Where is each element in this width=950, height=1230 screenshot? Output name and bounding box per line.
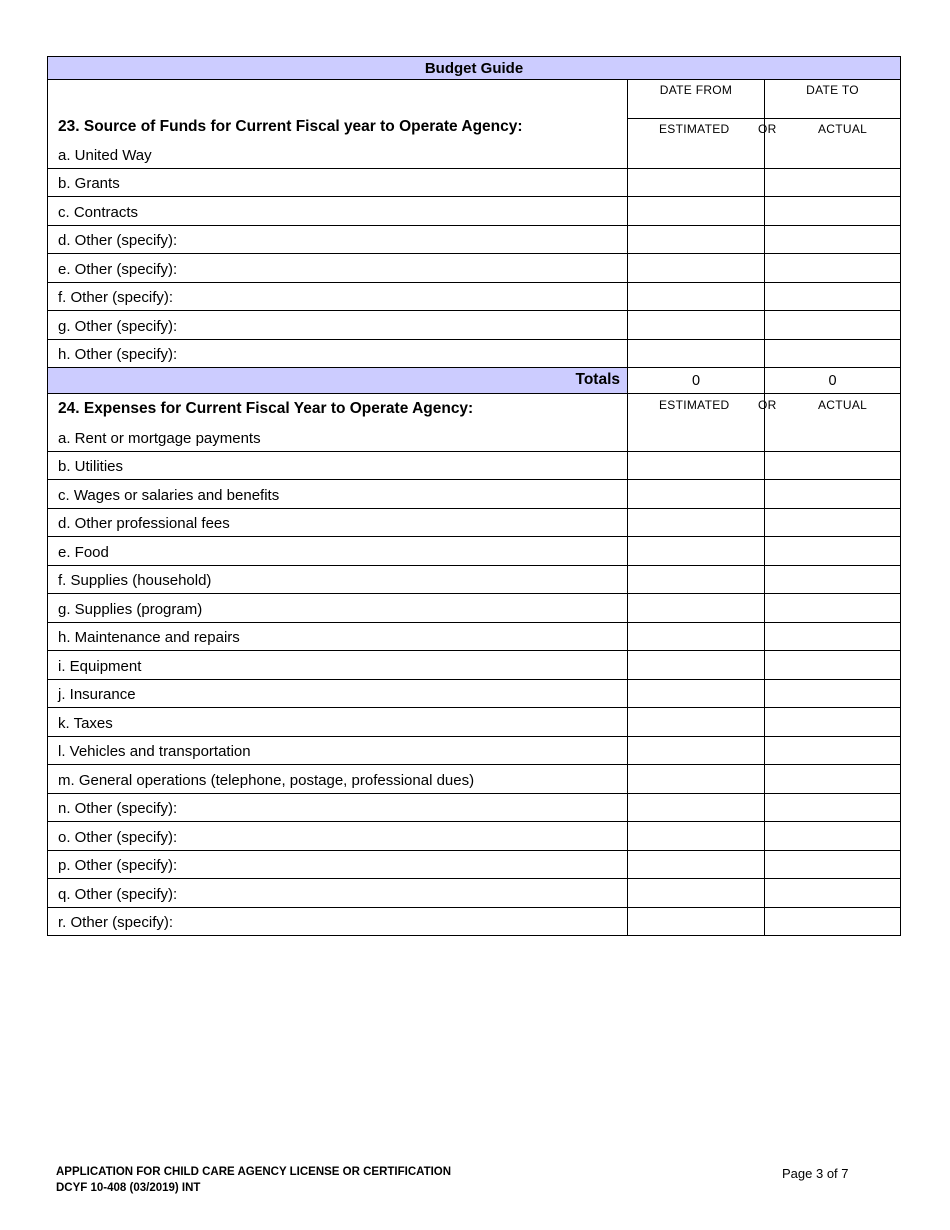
- table-row: [48, 339, 900, 368]
- actual-input-cell[interactable]: [765, 680, 900, 708]
- table-row: [48, 451, 900, 480]
- estimated-input-cell[interactable]: [628, 509, 765, 537]
- row-label: g. Supplies (program): [58, 600, 203, 618]
- row-label: i. Equipment: [58, 657, 142, 675]
- row-label: c. Contracts: [58, 203, 139, 221]
- table-row: [48, 707, 900, 736]
- actual-input-cell[interactable]: [765, 311, 900, 339]
- actual-input-cell[interactable]: [765, 139, 900, 168]
- table-row: [48, 253, 900, 282]
- row-label: a. Rent or mortgage payments: [58, 429, 261, 447]
- estimated-input-cell[interactable]: [628, 283, 765, 311]
- estimated-input-cell[interactable]: [628, 452, 765, 480]
- estimated-label: ESTIMATED: [659, 122, 730, 136]
- estimated-input-cell[interactable]: [628, 340, 765, 368]
- estimated-input-cell[interactable]: [628, 651, 765, 679]
- total-actual-cell[interactable]: [765, 368, 900, 393]
- section-23-heading: 23. Source of Funds for Current Fiscal year to Operate Agency:: [58, 118, 523, 135]
- estimated-input-cell[interactable]: [628, 226, 765, 254]
- estimated-input-cell[interactable]: [628, 737, 765, 765]
- row-label: p. Other (specify):: [58, 857, 178, 874]
- estimated-input-cell[interactable]: [628, 708, 765, 736]
- actual-input-cell[interactable]: [765, 594, 900, 622]
- page-title: Budget Guide: [424, 59, 524, 77]
- table-row: [48, 282, 900, 311]
- total-estimated-value: 0: [691, 373, 701, 389]
- estimated-input-cell[interactable]: [628, 169, 765, 197]
- estimated-input-cell[interactable]: [628, 765, 765, 793]
- estimated-label: ESTIMATED: [659, 398, 730, 412]
- section-24-rows: [48, 422, 900, 935]
- actual-label: ACTUAL: [818, 122, 868, 136]
- actual-input-cell[interactable]: [765, 509, 900, 537]
- actual-input-cell[interactable]: [765, 340, 900, 368]
- actual-input-cell[interactable]: [765, 623, 900, 651]
- row-label: o. Other (specify):: [58, 828, 178, 846]
- estimated-input-cell[interactable]: [628, 851, 765, 879]
- row-label: r. Other (specify):: [58, 914, 174, 931]
- estimated-input-cell[interactable]: [628, 822, 765, 850]
- title-bar: [48, 57, 900, 79]
- row-label: h. Other (specify):: [58, 346, 178, 363]
- totals-label: Totals: [575, 371, 620, 388]
- actual-input-cell[interactable]: [765, 708, 900, 736]
- table-row: [48, 821, 900, 850]
- row-label: j. Insurance: [58, 686, 136, 703]
- estimated-input-cell[interactable]: [628, 197, 765, 225]
- actual-input-cell[interactable]: [765, 908, 900, 936]
- table-row: [48, 679, 900, 708]
- est-or-actual-23: [628, 121, 900, 137]
- form-number: DCYF 10-408 (03/2019) INT: [56, 1182, 201, 1194]
- estimated-input-cell[interactable]: [628, 537, 765, 565]
- table-row: [48, 764, 900, 793]
- row-label: h. Maintenance and repairs: [58, 629, 240, 646]
- actual-input-cell[interactable]: [765, 226, 900, 254]
- or-label: OR: [758, 398, 777, 412]
- estimated-input-cell[interactable]: [628, 139, 765, 168]
- budget-guide-table: [47, 56, 901, 936]
- actual-input-cell[interactable]: [765, 737, 900, 765]
- actual-input-cell[interactable]: [765, 566, 900, 594]
- estimated-input-cell[interactable]: [628, 566, 765, 594]
- estimated-input-cell[interactable]: [628, 594, 765, 622]
- actual-input-cell[interactable]: [765, 422, 900, 451]
- table-row: [48, 622, 900, 651]
- actual-input-cell[interactable]: [765, 537, 900, 565]
- table-row: [48, 310, 900, 339]
- table-row: [48, 479, 900, 508]
- row-label: e. Other (specify):: [58, 260, 178, 278]
- section-23-rows: [48, 139, 900, 367]
- actual-input-cell[interactable]: [765, 197, 900, 225]
- totals-row: [48, 367, 900, 393]
- row-label: d. Other (specify):: [58, 232, 178, 249]
- estimated-input-cell[interactable]: [628, 908, 765, 936]
- table-row: [48, 793, 900, 822]
- table-row: [48, 878, 900, 907]
- table-row: [48, 139, 900, 168]
- row-label: n. Other (specify):: [58, 800, 178, 817]
- table-row: [48, 593, 900, 622]
- actual-input-cell[interactable]: [765, 254, 900, 282]
- actual-input-cell[interactable]: [765, 794, 900, 822]
- estimated-input-cell[interactable]: [628, 879, 765, 907]
- page-number: Page 3 of 7: [782, 1166, 849, 1181]
- estimated-input-cell[interactable]: [628, 422, 765, 451]
- table-row: [48, 907, 900, 936]
- estimated-input-cell[interactable]: [628, 623, 765, 651]
- table-row: [48, 508, 900, 537]
- actual-input-cell[interactable]: [765, 851, 900, 879]
- row-label: a. United Way: [58, 146, 152, 164]
- row-label: c. Wages or salaries and benefits: [58, 486, 280, 504]
- actual-input-cell[interactable]: [765, 480, 900, 508]
- total-actual-value: 0: [828, 373, 837, 389]
- row-label: k. Taxes: [58, 714, 113, 732]
- total-estimated-cell[interactable]: [628, 368, 765, 393]
- table-row: [48, 650, 900, 679]
- table-row: [48, 565, 900, 594]
- row-label: g. Other (specify):: [58, 317, 178, 335]
- actual-input-cell[interactable]: [765, 765, 900, 793]
- estimated-input-cell[interactable]: [628, 254, 765, 282]
- estimated-input-cell[interactable]: [628, 480, 765, 508]
- row-label: f. Other (specify):: [58, 289, 174, 306]
- date-from-label: DATE FROM: [659, 83, 733, 97]
- row-label: q. Other (specify):: [58, 885, 178, 903]
- section-24-header: [48, 393, 900, 422]
- table-row: [48, 168, 900, 197]
- section-24-heading: 24. Expenses for Current Fiscal Year to Operate Agency:: [58, 400, 474, 417]
- table-row: [48, 736, 900, 765]
- section-23-header: [48, 79, 900, 139]
- table-row: [48, 225, 900, 254]
- or-label: OR: [758, 122, 777, 136]
- row-label: l. Vehicles and transportation: [58, 743, 251, 760]
- actual-label: ACTUAL: [818, 398, 868, 412]
- actual-input-cell[interactable]: [765, 822, 900, 850]
- actual-input-cell[interactable]: [765, 651, 900, 679]
- estimated-input-cell[interactable]: [628, 680, 765, 708]
- actual-input-cell[interactable]: [765, 879, 900, 907]
- table-row: [48, 536, 900, 565]
- actual-input-cell[interactable]: [765, 169, 900, 197]
- row-label: b. Utilities: [58, 458, 124, 475]
- row-label: m. General operations (telephone, postage, professional dues): [58, 771, 475, 789]
- actual-input-cell[interactable]: [765, 452, 900, 480]
- form-title: APPLICATION FOR CHILD CARE AGENCY LICENSE OR CERTIFICATION: [56, 1166, 452, 1178]
- estimated-input-cell[interactable]: [628, 794, 765, 822]
- actual-input-cell[interactable]: [765, 283, 900, 311]
- table-row: [48, 850, 900, 879]
- date-to-label: DATE TO: [806, 83, 859, 97]
- row-label: b. Grants: [58, 175, 120, 192]
- row-label: f. Supplies (household): [58, 572, 212, 589]
- table-row: [48, 422, 900, 451]
- row-label: d. Other professional fees: [58, 515, 230, 532]
- est-or-actual-24: [628, 398, 900, 414]
- row-label: e. Food: [58, 543, 109, 561]
- table-row: [48, 196, 900, 225]
- estimated-input-cell[interactable]: [628, 311, 765, 339]
